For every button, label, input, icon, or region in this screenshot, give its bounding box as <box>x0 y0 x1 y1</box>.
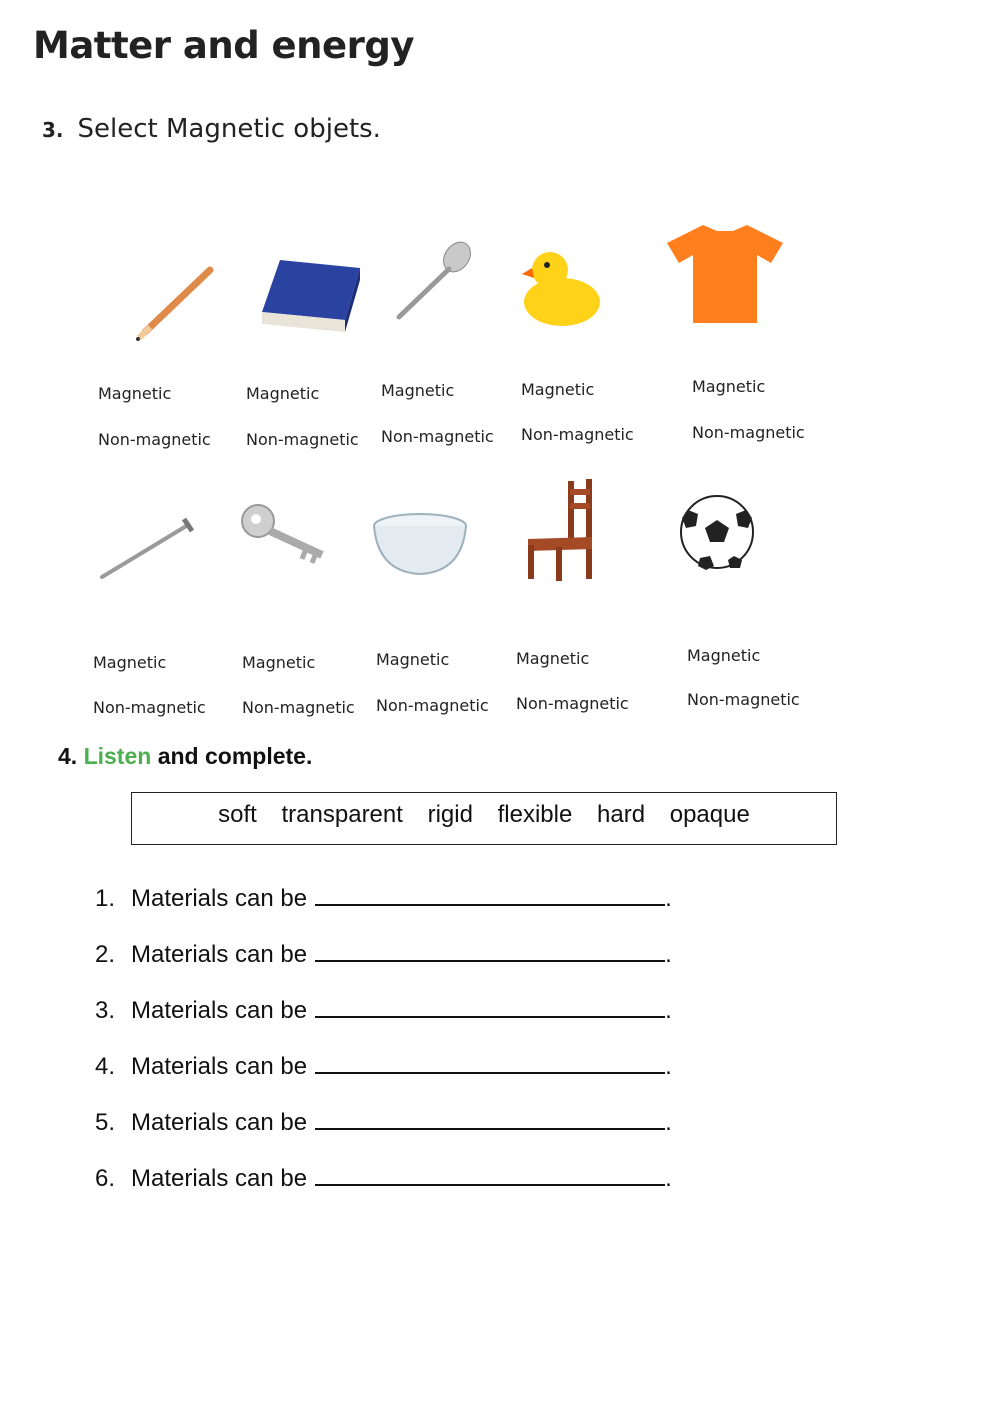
sentence-number: 5. <box>95 1109 116 1136</box>
word-bank <box>131 792 837 845</box>
nail-icon <box>90 505 210 625</box>
word-transparent[interactable]: transparent <box>281 801 403 828</box>
answer-blank[interactable] <box>315 882 665 906</box>
duck-magnetic-option[interactable]: Magnetic <box>521 380 595 399</box>
sentence-text: Materials can be <box>131 1053 308 1080</box>
sentence-number: 2. <box>95 941 116 968</box>
sentence-text: Materials can be <box>131 941 308 968</box>
book-non-magnetic-option[interactable]: Non-magnetic <box>246 430 359 449</box>
answer-blank[interactable] <box>315 1162 665 1186</box>
pencil-icon <box>115 240 235 360</box>
shirt-non-magnetic-option[interactable]: Non-magnetic <box>692 423 805 442</box>
page-title: Matter and energy <box>33 24 414 67</box>
answer-blank[interactable] <box>315 1050 665 1074</box>
answer-blank[interactable] <box>315 938 665 962</box>
word-soft[interactable]: soft <box>218 801 257 828</box>
sentence-end: . <box>665 1053 672 1080</box>
sentence-number: 3. <box>95 997 116 1024</box>
t-shirt-icon <box>665 215 785 335</box>
shirt-magnetic-option[interactable]: Magnetic <box>692 377 766 396</box>
sentence-end: . <box>665 997 672 1024</box>
chair-icon <box>500 475 620 595</box>
sentence-end: . <box>665 1165 672 1192</box>
rubber-duck-icon <box>500 240 620 360</box>
key-icon <box>230 495 350 615</box>
listen-word: Listen <box>83 743 152 769</box>
sentence-text: Materials can be <box>131 1165 308 1192</box>
word-opaque[interactable]: opaque <box>669 801 750 828</box>
answer-blank[interactable] <box>315 1106 665 1130</box>
question-number: 4. <box>58 743 78 769</box>
sentence-text: Materials can be <box>131 1109 308 1136</box>
sentence-text: Materials can be <box>131 997 308 1024</box>
sentence-4 <box>95 1050 672 1081</box>
sentence-3 <box>95 994 672 1025</box>
word-hard[interactable]: hard <box>597 801 646 828</box>
sentence-number: 1. <box>95 885 116 912</box>
sentence-5 <box>95 1106 672 1137</box>
sentence-end: . <box>665 885 672 912</box>
sentence-text: Materials can be <box>131 885 308 912</box>
ball-magnetic-option[interactable]: Magnetic <box>687 646 761 665</box>
pencil-non-magnetic-option[interactable]: Non-magnetic <box>98 430 211 449</box>
glass-bowl-icon <box>360 490 480 610</box>
word-rigid[interactable]: rigid <box>427 801 473 828</box>
chair-magnetic-option[interactable]: Magnetic <box>516 649 590 668</box>
duck-non-magnetic-option[interactable]: Non-magnetic <box>521 425 634 444</box>
question-text: Select Magnetic objets. <box>77 114 381 144</box>
ball-non-magnetic-option[interactable]: Non-magnetic <box>687 690 800 709</box>
pencil-magnetic-option[interactable]: Magnetic <box>98 384 172 403</box>
sentence-6 <box>95 1162 672 1193</box>
sentence-number: 4. <box>95 1053 116 1080</box>
question-3-heading <box>42 114 381 144</box>
sentence-number: 6. <box>95 1165 116 1192</box>
key-magnetic-option[interactable]: Magnetic <box>242 653 316 672</box>
soccer-ball-icon <box>660 480 780 600</box>
question-text: and complete. <box>157 743 313 769</box>
spoon-magnetic-option[interactable]: Magnetic <box>381 381 455 400</box>
nail-magnetic-option[interactable]: Magnetic <box>93 653 167 672</box>
bowl-non-magnetic-option[interactable]: Non-magnetic <box>376 696 489 715</box>
word-flexible[interactable]: flexible <box>497 801 573 828</box>
spoon-icon <box>385 235 505 355</box>
nail-non-magnetic-option[interactable]: Non-magnetic <box>93 698 206 717</box>
bowl-magnetic-option[interactable]: Magnetic <box>376 650 450 669</box>
question-number: 3. <box>42 118 64 142</box>
question-4-heading <box>58 743 312 770</box>
sentence-end: . <box>665 1109 672 1136</box>
spoon-non-magnetic-option[interactable]: Non-magnetic <box>381 427 494 446</box>
key-non-magnetic-option[interactable]: Non-magnetic <box>242 698 355 717</box>
chair-non-magnetic-option[interactable]: Non-magnetic <box>516 694 629 713</box>
sentence-end: . <box>665 941 672 968</box>
book-magnetic-option[interactable]: Magnetic <box>246 384 320 403</box>
answer-blank[interactable] <box>315 994 665 1018</box>
sentence-2 <box>95 938 672 969</box>
book-icon <box>250 240 370 360</box>
sentence-1 <box>95 882 672 913</box>
